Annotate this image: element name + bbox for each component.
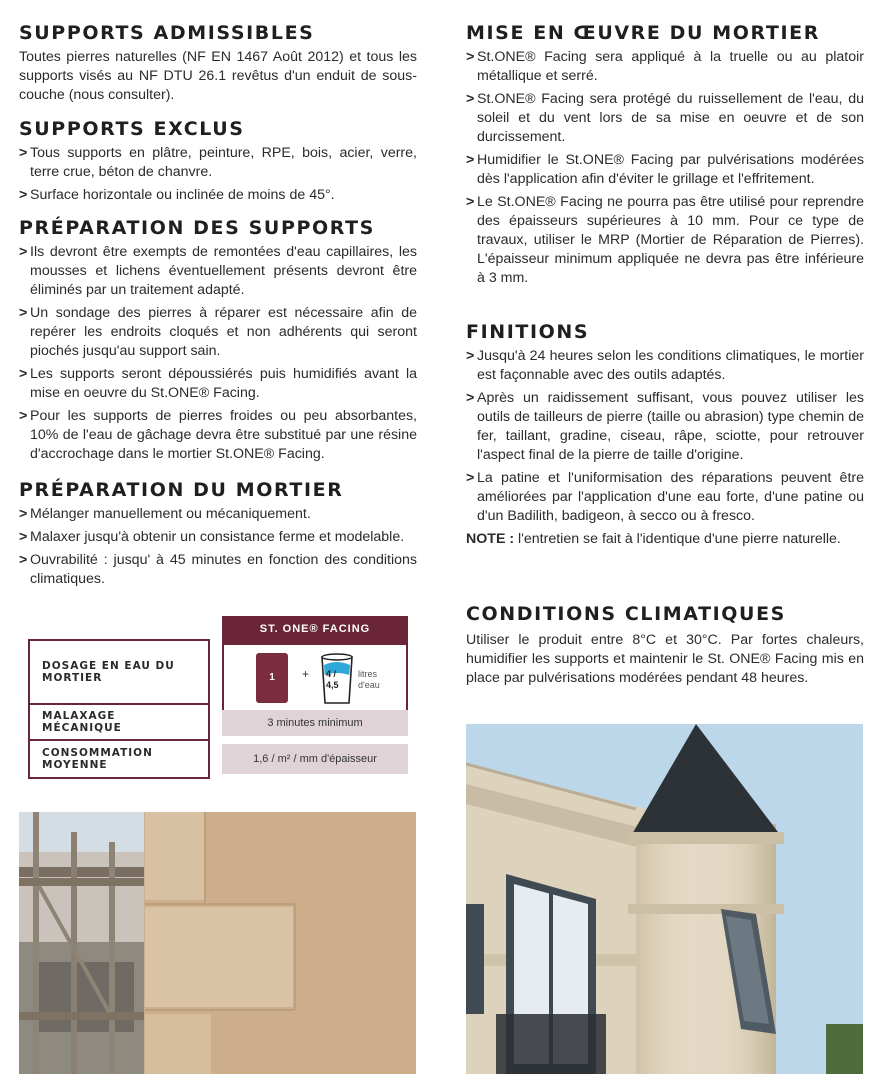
note-paragraph: [466, 530, 864, 549]
section-title: PRÉPARATION DU MORTIER: [19, 479, 344, 501]
section-title: PRÉPARATION DES SUPPORTS: [19, 217, 375, 239]
list-item: > Pour les supports de pierres froides ou peu absorbantes, 10% de l'eau de gâchage devra être substitué par une résine d'accrochage dans le mortier St.ONE® Facing.: [19, 407, 417, 464]
section-title: SUPPORTS ADMISSIBLES: [19, 22, 315, 44]
section-finitions: [466, 320, 864, 549]
building-turret-photo: [466, 724, 863, 1074]
note-text: l'entretien se fait à l'identique d'une pierre naturelle.: [518, 531, 841, 547]
list-item: > Ils devront être exempts de remontées d'eau capillaires, les mousses et lichens éventuellement présents devront être éliminés par un traitement adapté.: [19, 243, 417, 300]
list-item: > Malaxer jusqu'à obtenir un consistance ferme et modelable.: [19, 528, 417, 547]
row-label-dosage: DOSAGE EN EAU DU MORTIER: [28, 639, 210, 703]
section-text: Utiliser le produit entre 8°C et 30°C. Par fortes chaleurs, humidifier les supports et maintenir le St. ONE® Facing mis en place par pulvérisations modérées pendant 48 heures.: [466, 632, 864, 686]
bullet-list: [19, 243, 417, 464]
water-unit-line: litres: [358, 669, 378, 679]
table-header: ST. ONE® FACING: [222, 616, 408, 643]
section-title: MISE EN ŒUVRE DU MORTIER: [466, 22, 820, 44]
list-item: > Tous supports en plâtre, peinture, RPE, bois, acier, verre, terre crue, béton de chanvre.: [19, 144, 417, 182]
dosage-table: [28, 616, 408, 782]
water-quantity-line: 4,5: [326, 680, 339, 690]
plus-sign: +: [302, 667, 310, 681]
section-conditions-climatiques: [466, 602, 864, 688]
bullet-list: [19, 505, 417, 589]
scaffold-wall-illustration: [19, 812, 416, 1074]
bullet-list: [466, 48, 864, 288]
list-item: > Après un raidissement suffisant, vous pouvez utiliser les outils de tailleurs de pierre (taille ou abrasion) type chemin de fer, taillant, gradine, ciseau, râpe, sciotte, pour retrouver l'aspect final de la pierre de taille d'origine.: [466, 389, 864, 465]
water-unit-line: d'eau: [358, 680, 380, 690]
list-item: > Un sondage des pierres à réparer est nécessaire afin de repérer les endroits cloqués et non adhérents qui seront piochés jusqu'au support sain.: [19, 304, 417, 361]
section-supports-admissibles: [19, 21, 417, 105]
facade-repair-photo: [19, 812, 416, 1074]
bullet-list: [19, 144, 417, 205]
bullet-list: [466, 347, 864, 526]
section-title: FINITIONS: [466, 321, 590, 343]
section-supports-exclus: [19, 117, 417, 209]
mortar-bag-icon: 1: [256, 653, 288, 703]
section-title: SUPPORTS EXCLUS: [19, 118, 245, 140]
section-preparation-mortier: [19, 478, 417, 593]
row-value-malaxage: 3 minutes minimum: [222, 710, 408, 736]
list-item: > Surface horizontale ou inclinée de moins de 45°.: [19, 186, 417, 205]
list-item: > La patine et l'uniformisation des réparations peuvent être améliorées par l'application d'une eau forte, d'une patine ou d'un Badilith, badigeon, à secco ou à fresco.: [466, 469, 864, 526]
row-value-consommation: 1,6 / m² / mm d'épaisseur: [222, 744, 408, 774]
list-item: > Les supports seront dépoussiérés puis humidifiés avant la mise en oeuvre du St.ONE® Facing.: [19, 365, 417, 403]
list-item: > Humidifier le St.ONE® Facing par pulvérisations modérées dès l'application afin d'éviter le grillage et l'effritement.: [466, 151, 864, 189]
water-quantity-line: 4 /: [326, 669, 337, 679]
water-quantity: [326, 669, 339, 691]
list-item: > Mélanger manuellement ou mécaniquement.: [19, 505, 417, 524]
list-item: > Le St.ONE® Facing ne pourra pas être utilisé pour reprendre des épaisseurs supérieures à 10 mm. Pour ce type de travaux, utiliser le MRP (Mortier de Réparation de Pierres). L'épaisseur minimum appliquée ne devra pas être inférieure à 3 mm.: [466, 193, 864, 288]
list-item: > St.ONE® Facing sera protégé du ruissellement de l'eau, du soleil et du vent lors de sa mise en oeuvre et de son durcissement.: [466, 90, 864, 147]
list-item: > St.ONE® Facing sera appliqué à la truelle ou au platoir métallique et serré.: [466, 48, 864, 86]
water-unit: [358, 669, 380, 691]
section-mise-en-oeuvre: [466, 21, 864, 292]
list-item: > Jusqu'à 24 heures selon les conditions climatiques, le mortier est façonnable avec des outils adaptés.: [466, 347, 864, 385]
row-label-consommation: CONSOMMATION MOYENNE: [28, 739, 210, 779]
building-illustration: [466, 724, 863, 1074]
section-preparation-supports: [19, 216, 417, 468]
row-label-malaxage: MALAXAGE MÉCANIQUE: [28, 703, 210, 739]
dosage-pictogram: [222, 643, 408, 719]
list-item: > Ouvrabilité : jusqu' à 45 minutes en fonction des conditions climatiques.: [19, 551, 417, 589]
note-label: NOTE :: [466, 531, 515, 547]
section-title: CONDITIONS CLIMATIQUES: [466, 603, 786, 625]
section-text: Toutes pierres naturelles (NF EN 1467 Août 2012) et tous les supports visés au NF DTU 26.1 revêtus d'un enduit de sous-couche (nous consulter).: [19, 49, 417, 103]
